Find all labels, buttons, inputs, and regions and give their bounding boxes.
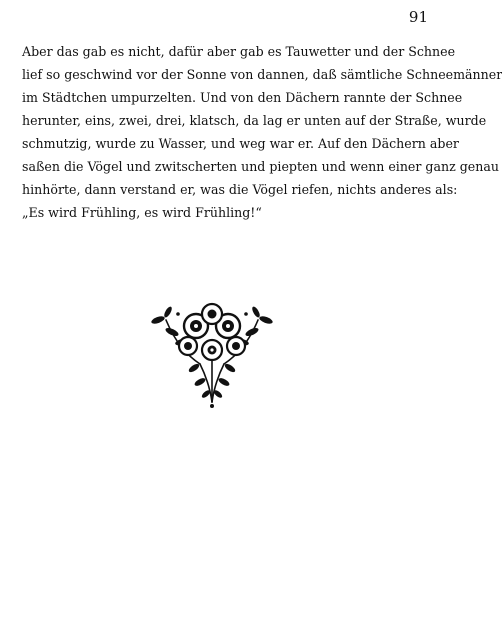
text-line-1: Aber das gab es nicht, dafür aber gab es Tauwetter und der Schnee xyxy=(22,44,456,59)
text-line-8: „Es wird Frühling, es wird Frühling!“ xyxy=(22,205,262,220)
text-line-4: herunter, eins, zwei, drei, klatsch, da lag er unten auf der Straße, wurde xyxy=(22,113,487,128)
text-line-3: im Städtchen umpurzelten. Und von den Dächern rannte der Schnee xyxy=(22,90,463,105)
text-line-5: schmutzig, wurde zu Wasser, und weg war er. Auf den Dächern aber xyxy=(22,136,459,151)
floral-vignette-icon xyxy=(148,298,276,410)
body-text xyxy=(22,40,502,224)
page-number: 91 xyxy=(408,8,428,26)
text-line-6: saßen die Vögel und zwitscherten und piepten und wenn einer ganz genau xyxy=(22,159,499,174)
text-line-7: hinhörte, dann verstand er, was die Vögel riefen, nichts anderes als: xyxy=(22,182,458,197)
text-line-2: lief so geschwind vor der Sonne von dannen, daß sämtliche Schneemänner xyxy=(22,67,502,82)
